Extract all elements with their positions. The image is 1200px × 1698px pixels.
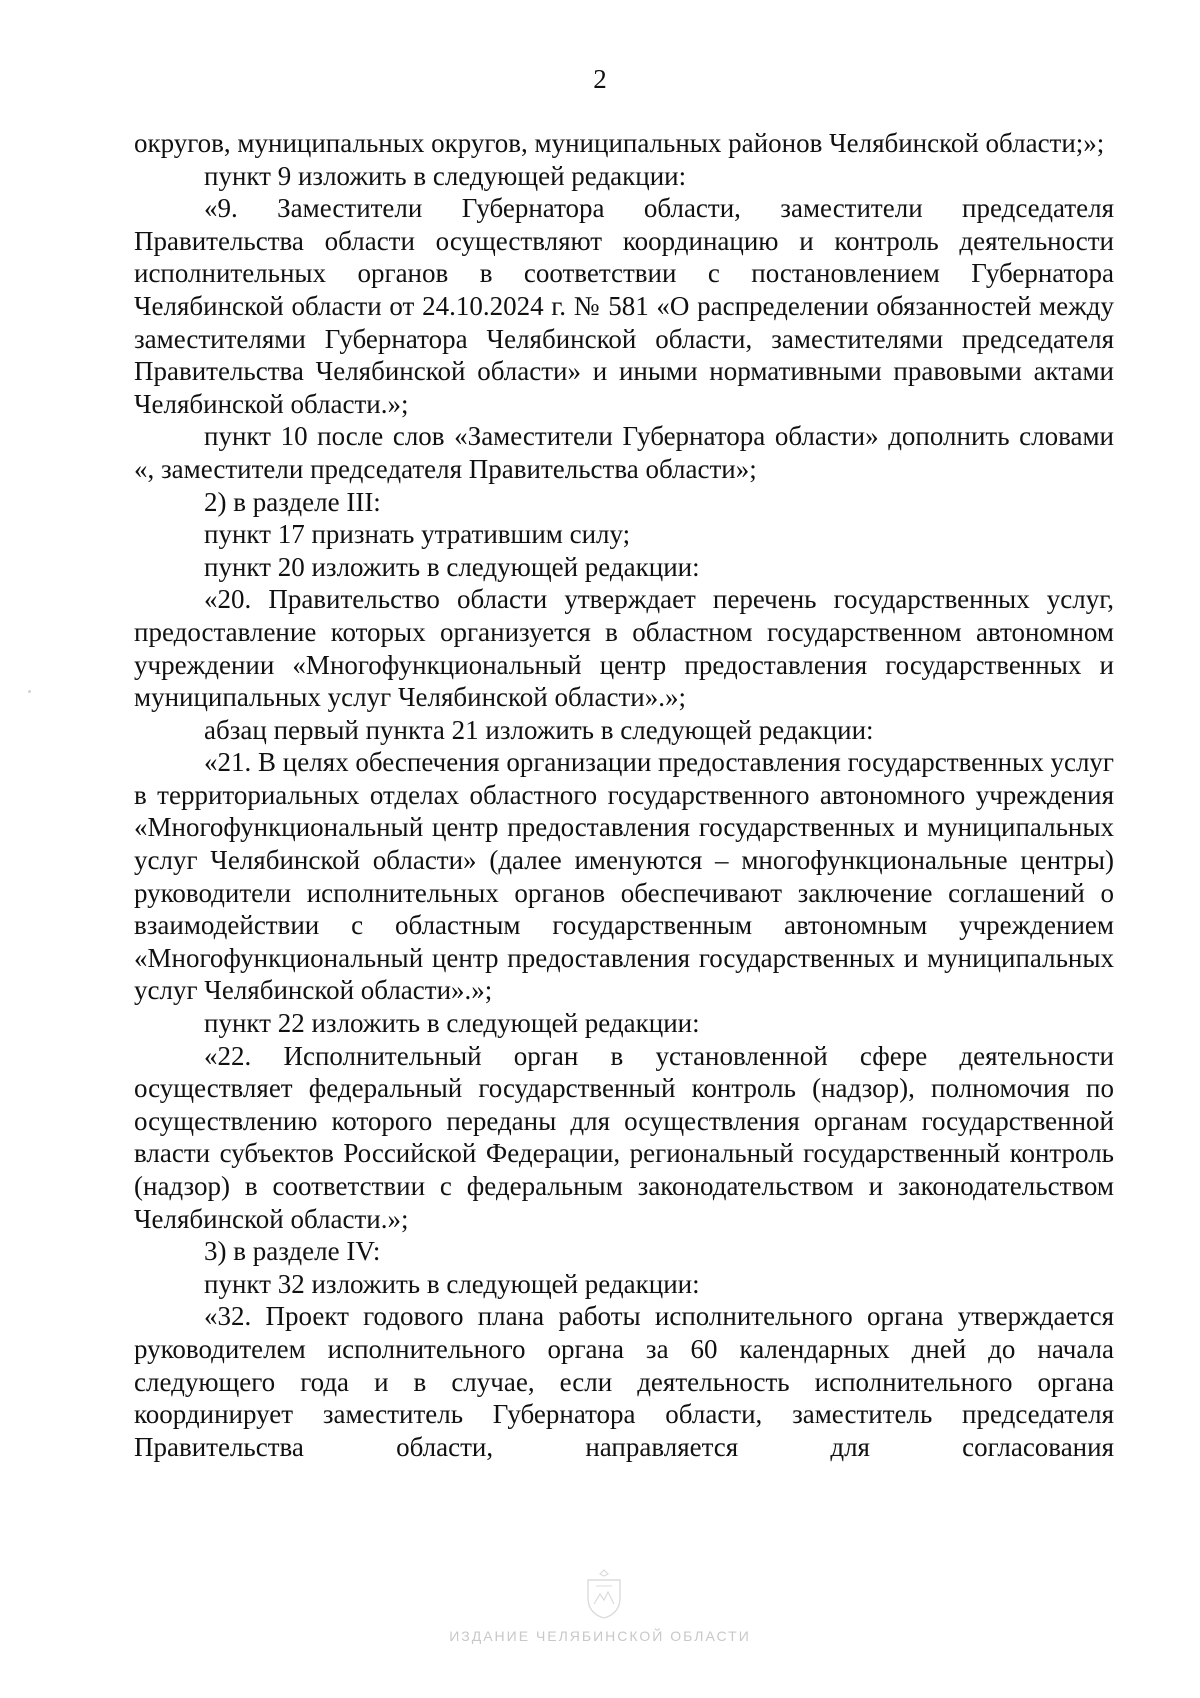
paragraph: пункт 32 изложить в следующей редакции: [204,1268,700,1299]
paragraph: округов, муниципальных округов, муниципальных районов Челябинской области;»; [134,128,1105,158]
paragraph: «22. Исполнительный орган в установленной сфере деятельности осуществляет федеральный государственный контроль (надзор), полномочия по осуществлению которого переданы для осуществления органам государственной власти субъектов Российской Федерации, региональный государственный контроль (надзор) в соответствии с федеральным законодательством и законодательством Челябинской области.»; [134,1040,1114,1234]
paragraph: «21. В целях обеспечения организации предоставления государственных услуг в территориальных отделах областного государственного автономного учреждения «Многофункциональный центр предоставления государственных и муниципальных услуг Челябинской области» (далее именуются – многофункциональные центры) руководители исполнительных органов обеспечивают заключение соглашений о взаимодействии с областным государственным автономным учреждением «Многофункциональный центр предоставления государственных и муниципальных услуг Челябинской области».»; [134,747,1114,1006]
coat-of-arms-icon [582,1568,626,1620]
paragraph: пункт 22 изложить в следующей редакции: [204,1008,700,1039]
paragraph: «32. Проект годового плана работы исполнительного органа утверждается руководителем исполнительного органа за 60 календарных дней до начала следующего года и в случае, если деятельность исполнительного органа координирует заместитель Губернатора области, заместитель председателя Правительства области, направляется для согласования [134,1301,1114,1462]
paragraph: «9. Заместители Губернатора области, заместители председателя Правительства области осуществляют координацию и контроль деятельности исполнительных органов в соответствии с постановлением Губернатора Челябинской области от 24.10.2024 г. № 581 «О распределении обязанностей между заместителями Губернатора Челябинской области, заместителями председателя Правительства Челябинской области» и иными нормативными правовыми актами Челябинской области.»; [134,193,1114,419]
paragraph: пункт 9 изложить в следующей редакции: [204,160,687,191]
footer-stamp: ИЗДАНИЕ ЧЕЛЯБИНСКОЙ ОБЛАСТИ [449,1628,751,1644]
paragraph: 2) в разделе III: [204,486,381,517]
paragraph: пункт 20 изложить в следующей редакции: [204,551,700,582]
document-body [134,127,1114,1463]
scan-speck [28,690,31,693]
paragraph: абзац первый пункта 21 изложить в следующей редакции: [204,714,874,745]
page-number: 2 [593,64,607,94]
paragraph: «20. Правительство области утверждает перечень государственных услуг, предоставление которых организуется в областном государственном автономном учреждении «Многофункциональный центр предоставления государственных и муниципальных услуг Челябинской области».»; [134,584,1114,713]
paragraph: 3) в разделе IV: [204,1236,381,1267]
paragraph: пункт 17 признать утратившим силу; [204,519,631,550]
paragraph: пункт 10 после слов «Заместители Губернатора области» дополнить словами «, заместители председателя Правительства области»; [134,421,1114,484]
